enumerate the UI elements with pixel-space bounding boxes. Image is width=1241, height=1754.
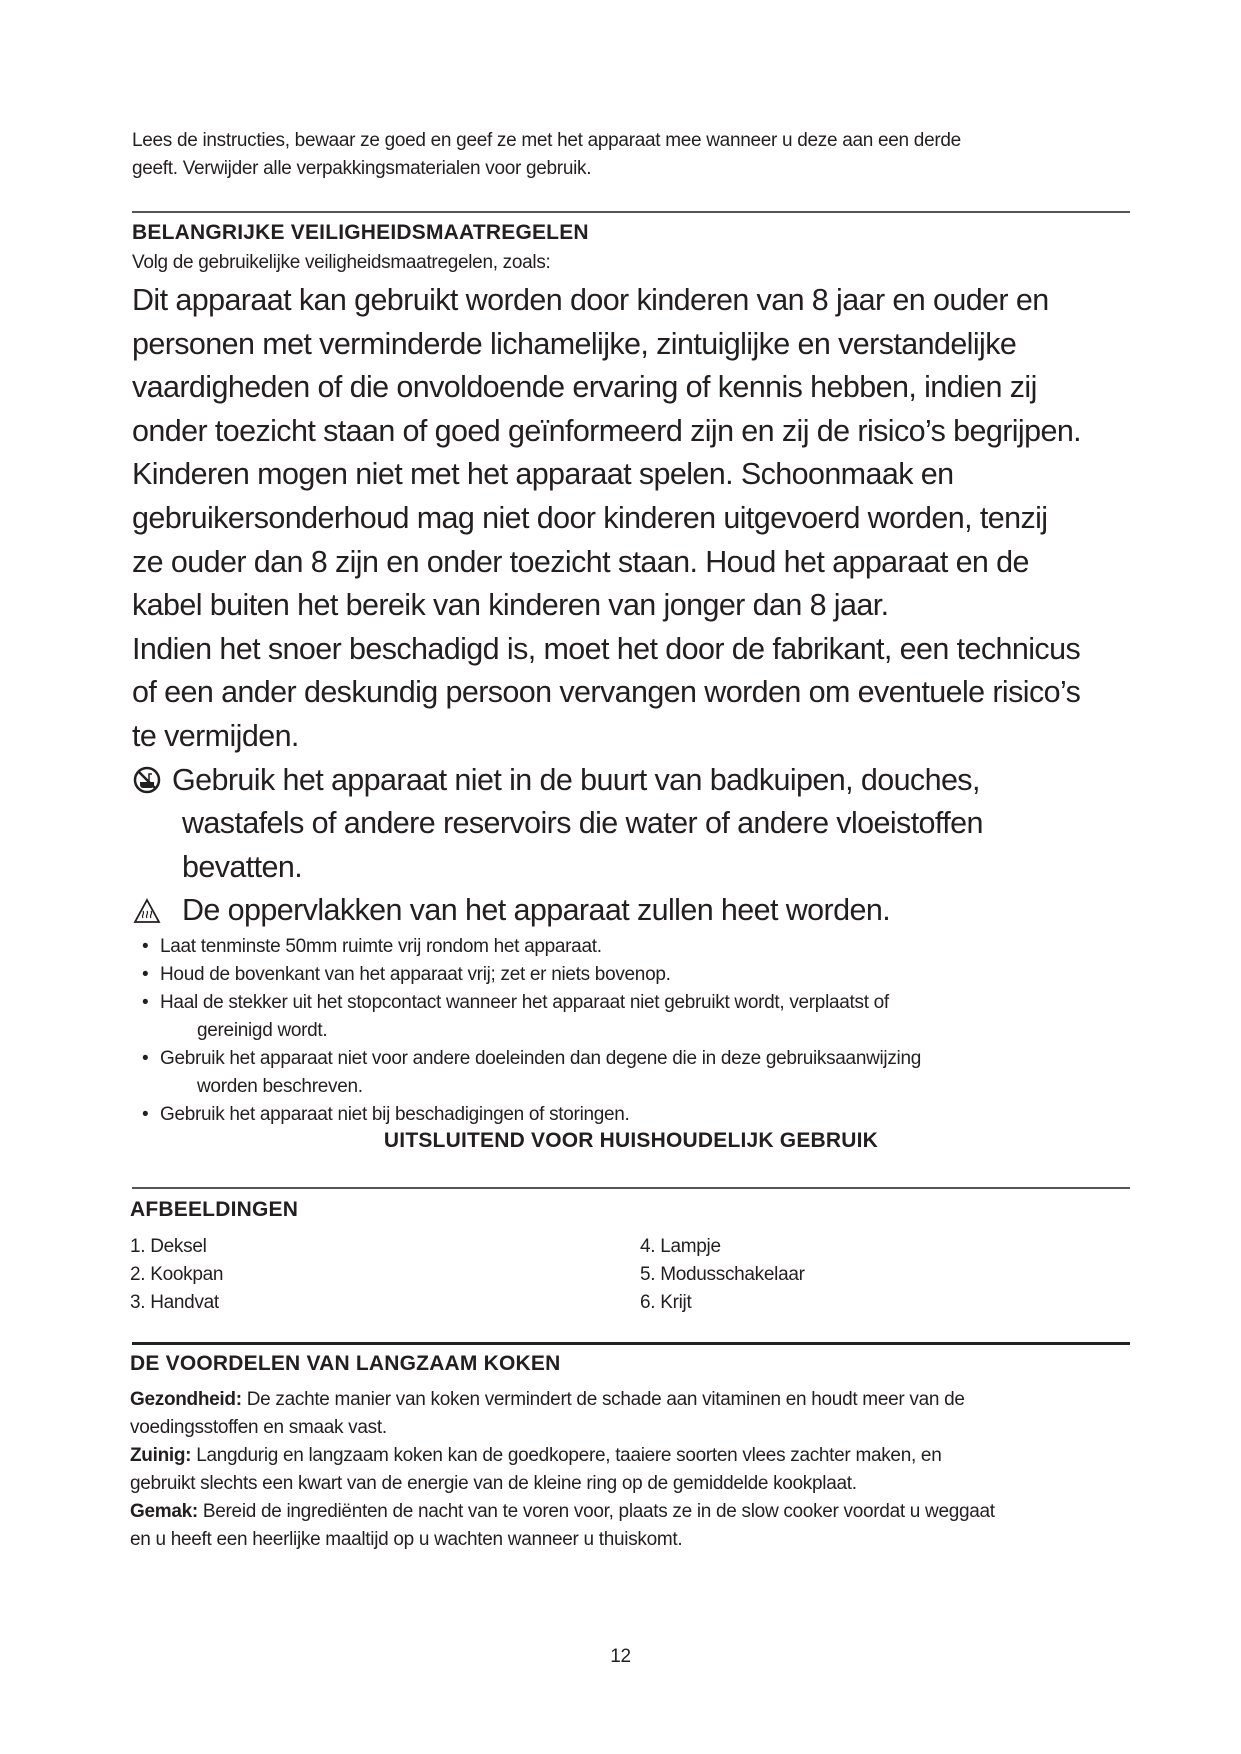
intro-text: Lees de instructies, bewaar ze goed en geef ze met het apparaat mee wanneer u deze aan een derde geeft. Verwijder alle verpakkingsmaterialen voor gebruik.	[132, 130, 961, 179]
list-item: 5. Modusschakelaar	[640, 1264, 805, 1285]
list-item: 4. Lampje	[640, 1236, 721, 1257]
section-heading: DE VOORDELEN VAN LANGZAAM KOKEN	[130, 1352, 561, 1375]
list-item: • Gebruik het apparaat niet bij beschadigingen of storingen.	[142, 1103, 630, 1125]
divider	[132, 1187, 1130, 1189]
list-item: 3. Handvat	[130, 1292, 219, 1313]
page-number: 12	[610, 1646, 631, 1667]
benefit-health: Gezondheid: De zachte manier van koken vermindert de schade aan vitaminen en houdt meer van de	[130, 1389, 965, 1410]
divider	[132, 1342, 1130, 1345]
divider	[132, 211, 1130, 213]
list-item: 2. Kookpan	[130, 1264, 224, 1285]
list-item: • Houd de bovenkant van het apparaat vrij; zet er niets bovenop.	[142, 963, 671, 985]
hot-warning: De oppervlakken van het apparaat zullen heet worden.	[132, 889, 1081, 933]
list-item: • Gebruik het apparaat niet voor andere doeleinden dan degene die in deze gebruiksaanwijzing worden beschreven.	[142, 1047, 922, 1097]
safety-paragraph: Dit apparaat kan gebruikt worden door kinderen van 8 jaar en ouder en personen met verminderde lichamelijke, zintuiglijke en verstandelijke vaardigheden of die onvoldoende ervaring of kennis hebben, indien zij onder toezicht staan of goed geïnformeerd zijn en zij de risico’s begrijpen. Kinderen mogen niet met het apparaat spelen. Schoonmaak en gebruikersonderhoud mag niet door kinderen uitgevoerd worden, tenzij ze ouder dan 8 zijn en onder toezicht staan. Houd het apparaat en de kabel buiten het bereik van kinderen van jonger dan 8 jaar. Indien het snoer beschadigd is, moet het door de fabrikant, een technicus of een ander deskundig persoon vervangen worden om eventuele risico’s te vermijden. Gebruik het apparaat niet in de buurt van badkuipen, douches, wastafels of andere reservoirs die water of andere vloeistoffen bevatten. De oppervlakken van het apparaat zullen heet worden.	[132, 279, 1081, 933]
safety-section	[132, 219, 1081, 1129]
parts-list-left	[130, 1233, 223, 1317]
no-bath-icon	[132, 765, 162, 795]
water-warning: Gebruik het apparaat niet in de buurt van badkuipen, douches,	[132, 759, 1081, 803]
hot-surface-icon	[132, 896, 162, 926]
benefits-section: DE VOORDELEN VAN LANGZAAM KOKEN Gezondheid: De zachte manier van koken vermindert de schade aan vitaminen en houdt meer van de voedingsstoffen en smaak vast. Zuinig: Langdurig en langzaam koken kan de goedkopere, taaiere soorten vlees zachter maken, en gebruikt slechts een kwart van de energie van de kleine ring op de gemiddelde kookplaat. Gemak: Bereid de ingrediënten de nacht van te voren voor, plaats ze in de slow cooker voordat u weggaat en u heeft een heerlijke maaltijd op u wachten wanneer u thuiskomt.	[130, 1352, 995, 1550]
safety-bullets	[142, 933, 1081, 1129]
household-use-notice: UITSLUITEND VOOR HUISHOUDELIJK GEBRUIK	[383, 1129, 879, 1152]
parts-list-right	[640, 1233, 805, 1317]
benefit-economy: Zuinig: Langdurig en langzaam koken kan de goedkopere, taaiere soorten vlees zachter maken, en	[130, 1445, 942, 1466]
section-heading: BELANGRIJKE VEILIGHEIDSMAATREGELEN	[132, 221, 589, 244]
section-subtitle: Volg de gebruikelijke veiligheidsmaatregelen, zoals:	[132, 252, 551, 273]
section-heading: AFBEELDINGEN	[130, 1198, 299, 1221]
benefit-convenience: Gemak: Bereid de ingrediënten de nacht van te voren voor, plaats ze in de slow cooker voordat u weggaat	[130, 1501, 995, 1522]
list-item: 6. Krijt	[640, 1292, 692, 1313]
list-item: • Haal de stekker uit het stopcontact wanneer het apparaat niet gebruikt wordt, verplaatst of gereinigd wordt.	[142, 991, 889, 1041]
list-item: 1. Deksel	[130, 1236, 207, 1257]
list-item: • Laat tenminste 50mm ruimte vrij rondom het apparaat.	[142, 935, 602, 957]
